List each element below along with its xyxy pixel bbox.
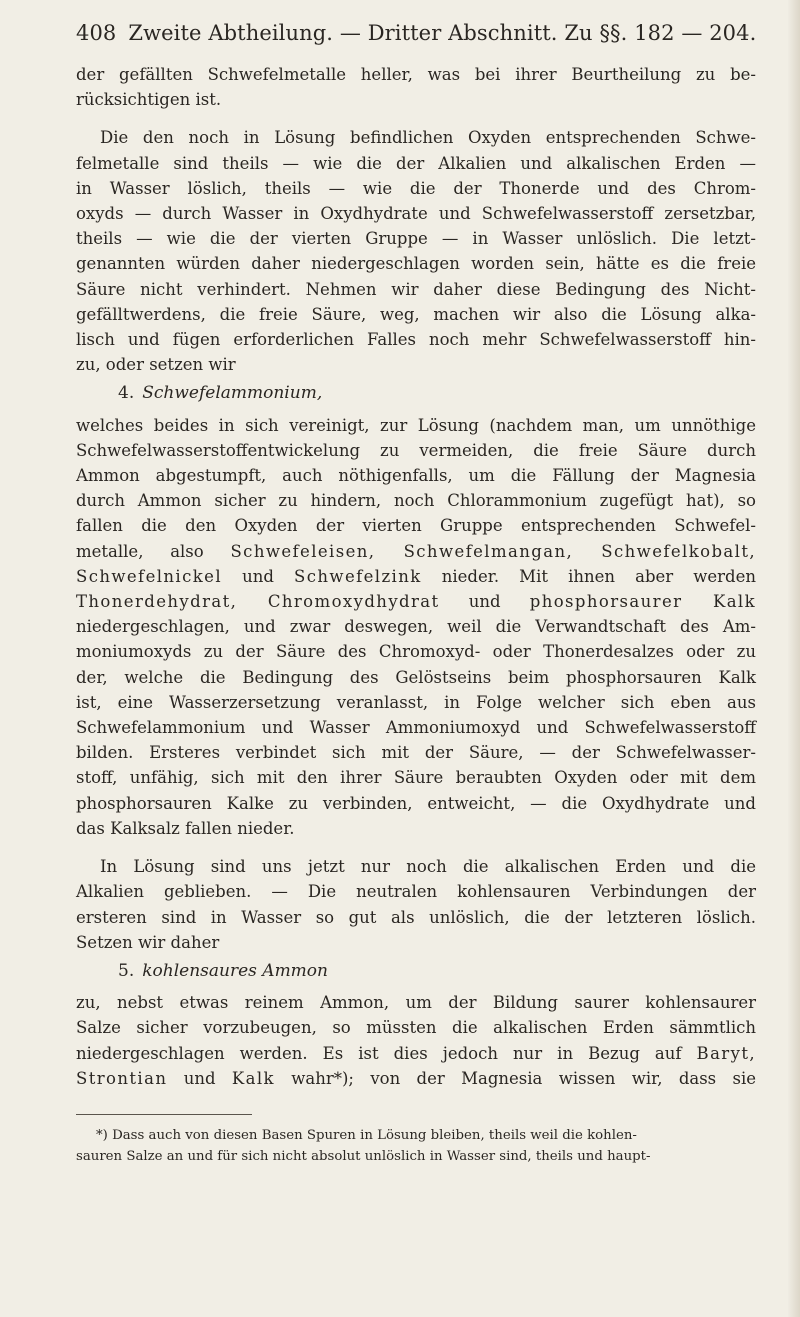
text-line: Schwefelwasserstoffentwickelung zu vermeiden, die freie Säure durch xyxy=(76,440,756,460)
text-line: rücksichtigen ist. xyxy=(76,90,222,110)
text-line: phosphorsauren Kalke zu verbinden, entweicht, — die Oxydhydrate und xyxy=(76,793,756,813)
text-line xyxy=(76,1041,756,1066)
text-line xyxy=(76,539,756,564)
heading-number: 4. xyxy=(118,383,135,404)
emphasized-text: Thonerdehydrat, Chromoxydhydrat xyxy=(76,592,440,612)
heading-text: kohlensaures Ammon xyxy=(142,960,328,981)
emphasized-text: Schwefelnickel xyxy=(76,566,222,586)
text-line: ist, eine Wasserzersetzung veranlasst, in Folge welcher sich eben aus xyxy=(76,692,756,712)
text-line: ersteren sind in Wasser so gut als unlöslich, die der letzteren löslich. xyxy=(76,907,756,927)
text-line: durch Ammon sicher zu hindern, noch Chlorammonium zugefügt hat), so xyxy=(76,491,756,511)
text-line: Setzen wir daher xyxy=(76,932,220,952)
emphasized-text: Kalk xyxy=(231,1068,275,1088)
text-line: welches beides in sich vereinigt, zur Lösung (nachdem man, um unnöthige xyxy=(76,415,756,435)
paragraph-3 xyxy=(76,413,756,841)
text-segment: wahr xyxy=(291,1068,334,1088)
footnote-text: Dass auch von diesen Basen Spuren in Lösung bleiben, theils weil die kohlen- xyxy=(112,1127,637,1143)
emphasized-text: Baryt, xyxy=(696,1043,756,1063)
page-number: 408 xyxy=(76,21,117,45)
running-head xyxy=(76,18,756,48)
text-line: der, welche die Bedingung des Gelöstseins beim phosphorsauren Kalk xyxy=(76,667,756,687)
page-edge-shadow xyxy=(788,0,800,1317)
section-heading-5 xyxy=(118,959,756,984)
text-line: theils — wie die der vierten Gruppe — in Wasser unlöslich. Die letzt- xyxy=(76,229,756,249)
text-line: genannten würden daher niedergeschlagen worden sein, hätte es die freie xyxy=(76,254,756,274)
paragraph-1 xyxy=(76,62,756,112)
text-line: Salze sicher vorzubeugen, so müssten die alkalischen Erden sämmtlich xyxy=(76,1018,756,1038)
text-segment: und xyxy=(468,592,501,612)
text-segment: und xyxy=(183,1068,216,1088)
text-line: In Lösung sind uns jetzt nur noch die alkalischen Erden und die xyxy=(100,857,756,877)
emphasized-text: Strontian xyxy=(76,1068,168,1088)
text-line: zu, oder setzen wir xyxy=(76,355,236,375)
book-page xyxy=(76,18,756,1167)
text-segment: metalle, also xyxy=(76,541,204,561)
text-line: fallen die den Oxyden der vierten Gruppe entsprechenden Schwefel- xyxy=(76,516,756,536)
text-line: zu, nebst etwas reinem Ammon, um der Bildung saurer kohlensaurer xyxy=(76,993,756,1013)
text-line: bilden. Ersteres verbindet sich mit der Säure, — der Schwefelwasser- xyxy=(76,743,756,763)
text-line: Schwefelammonium und Wasser Ammoniumoxyd und Schwefelwasserstoff xyxy=(76,718,756,738)
text-line: Säure nicht verhindert. Nehmen wir daher diese Bedingung des Nicht- xyxy=(76,279,756,299)
footnote-line xyxy=(76,1125,756,1146)
body-text xyxy=(76,62,756,1091)
text-segment: und xyxy=(242,566,274,586)
heading-text: Schwefelammonium, xyxy=(142,383,323,404)
footnote-marker: *) xyxy=(96,1127,108,1143)
running-title: Zweite Abtheilung. — Dritter Abschnitt. Zu §§. 182 — 204. xyxy=(128,21,757,45)
text-line xyxy=(76,564,756,589)
paragraph-4 xyxy=(76,854,756,955)
text-line: niedergeschlagen, und zwar deswegen, weil die Verwandtschaft des Am- xyxy=(76,617,756,637)
text-line: Die den noch in Lösung befindlichen Oxyden entsprechenden Schwe- xyxy=(100,128,756,148)
emphasized-text: phosphorsaurer Kalk xyxy=(529,592,757,612)
emphasized-text: Schwefeleisen, Schwefelmangan, Schwefelkobalt, xyxy=(230,541,756,561)
text-line: oxyds — durch Wasser in Oxydhydrate und Schwefelwasserstoff zersetzbar, xyxy=(76,204,756,224)
paragraph-2 xyxy=(76,125,756,377)
footnote-rule xyxy=(76,1114,252,1115)
emphasized-text: Schwefelzink xyxy=(294,566,422,586)
text-segment: niedergeschlagen werden. Es ist dies jedoch nur in Bezug auf xyxy=(76,1043,682,1063)
footnote xyxy=(76,1125,756,1167)
text-line: der gefällten Schwefelmetalle heller, was bei ihrer Beurtheilung zu be- xyxy=(76,65,756,84)
text-line: lisch und fügen erforderlichen Falles noch mehr Schwefelwasserstoff hin- xyxy=(76,330,756,350)
text-segment: nieder. Mit ihnen aber werden xyxy=(441,566,756,586)
heading-number: 5. xyxy=(118,960,135,981)
paragraph-5 xyxy=(76,990,756,1091)
footnote-line: sauren Salze an und für sich nicht absolut unlöslich in Wasser sind, theils und haupt- xyxy=(76,1148,651,1164)
text-line: Alkalien geblieben. — Die neutralen kohlensauren Verbindungen der xyxy=(76,882,756,902)
text-line: in Wasser löslich, theils — wie die der Thonerde und des Chrom- xyxy=(76,178,756,198)
text-line: stoff, unfähig, sich mit den ihrer Säure beraubten Oxyden oder mit dem xyxy=(76,768,756,788)
section-heading-4 xyxy=(118,381,756,406)
text-line xyxy=(76,1066,756,1091)
text-line: felmetalle sind theils — wie die der Alkalien und alkalischen Erden — xyxy=(76,153,756,173)
text-line xyxy=(76,589,756,614)
text-line: Ammon abgestumpft, auch nöthigenfalls, um die Fällung der Magnesia xyxy=(76,466,756,486)
text-line: das Kalksalz fallen nieder. xyxy=(76,818,295,838)
text-line: moniumoxyds zu der Säure des Chromoxyd- oder Thonerdesalzes oder zu xyxy=(76,642,756,662)
footnote-reference: *); von der Magnesia wissen wir, dass sie xyxy=(333,1068,756,1088)
text-line: gefälltwerdens, die freie Säure, weg, machen wir also die Lösung alka- xyxy=(76,304,756,324)
